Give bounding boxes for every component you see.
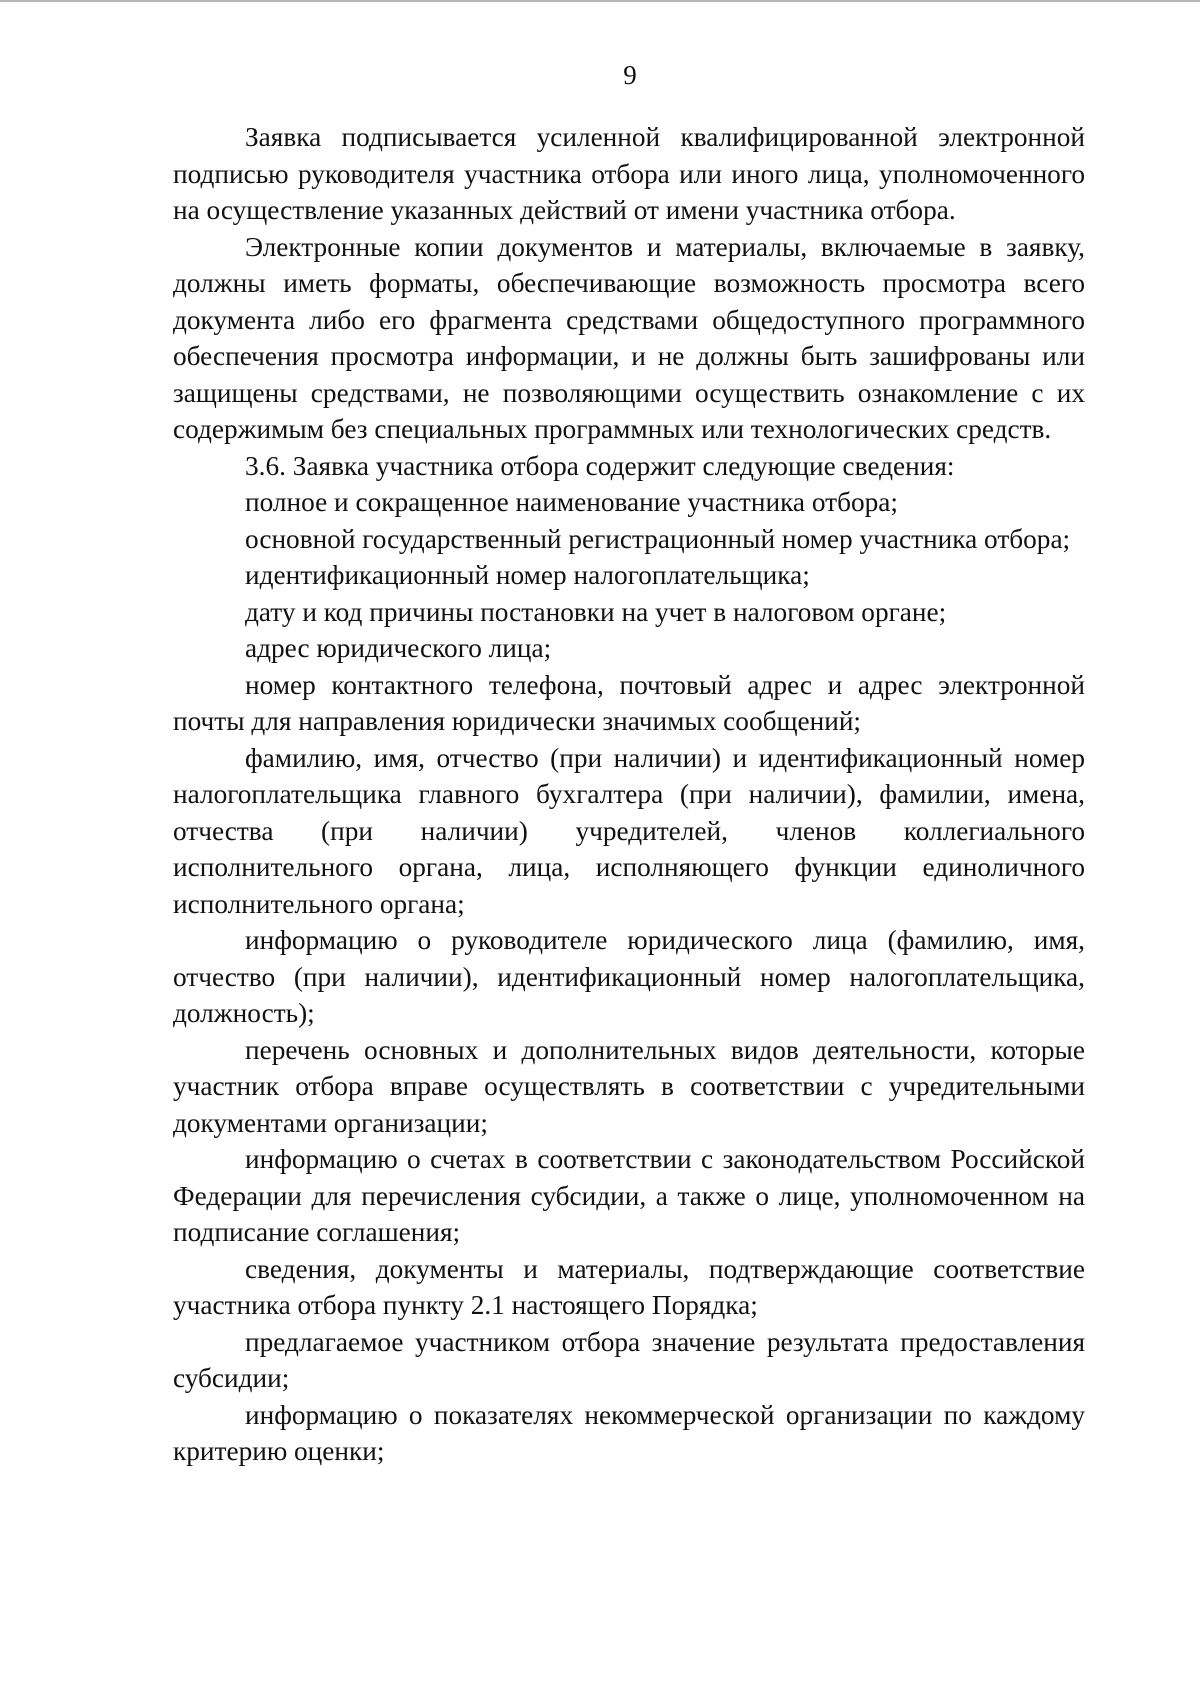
list-item: адрес юридического лица; bbox=[245, 633, 552, 663]
list-item: фамилию, имя, отчество (при наличии) и идентификационный номер налогоплательщика главного бухгалтера (при наличии), фамилии, имена, отчества (при наличии) учредителей, членов коллегиального исполнительного органа, лица, исполняющего функции единоличного исполнительного органа; bbox=[173, 742, 1085, 919]
paragraph-signature: Заявка подписывается усиленной квалифицированной электронной подписью руководителя участника отбора или иного лица, уполномоченного на осуществление указанных действий от имени участника отбора. bbox=[173, 122, 1085, 225]
list-item: номер контактного телефона, почтовый адрес и адрес электронной почты для направления юридически значимых сообщений; bbox=[173, 669, 1085, 736]
list-item: идентификационный номер налогоплательщика; bbox=[245, 560, 810, 590]
scan-top-edge bbox=[0, 0, 1200, 2]
list-item: полное и сокращенное наименование участника отбора; bbox=[245, 487, 898, 517]
list-item: предлагаемое участником отбора значение результата предоставления субсидии; bbox=[173, 1326, 1085, 1393]
page-number: 9 bbox=[623, 60, 637, 90]
list-item: информацию о показателях некоммерческой организации по каждому критерию оценки; bbox=[173, 1399, 1085, 1466]
document-body bbox=[173, 119, 1085, 1470]
list-item: информацию о руководителе юридического лица (фамилию, имя, отчество (при наличии), идентификационный номер налогоплательщика, должность); bbox=[173, 925, 1085, 1028]
list-item: информацию о счетах в соответствии с законодательством Российской Федерации для перечисления субсидии, а также о лице, уполномоченном на подписание соглашения; bbox=[173, 1144, 1085, 1247]
list-item: основной государственный регистрационный номер участника отбора; bbox=[245, 523, 1071, 554]
paragraph-electronic-copies: Электронные копии документов и материалы, включаемые в заявку, должны иметь форматы, обеспечивающие возможность просмотра всего документа либо его фрагмента средствами общедоступного программного обеспечения просмотра информации, и не должны быть зашифрованы или защищены средствами, не позволяющими осуществить ознакомление с их содержимым без специальных программных или технологических средств. bbox=[173, 231, 1085, 444]
list-item: перечень основных и дополнительных видов деятельности, которые участник отбора вправе осуществлять в соответствии с учредительными документами организации; bbox=[173, 1034, 1085, 1138]
list-item: сведения, документы и материалы, подтверждающие соответствие участника отбора пункту 2.1 настоящего Порядка; bbox=[173, 1253, 1085, 1320]
paragraph-section-3-6: 3.6. Заявка участника отбора содержит следующие сведения: bbox=[245, 450, 955, 481]
list-item: дату и код причины постановки на учет в налоговом органе; bbox=[245, 596, 947, 627]
